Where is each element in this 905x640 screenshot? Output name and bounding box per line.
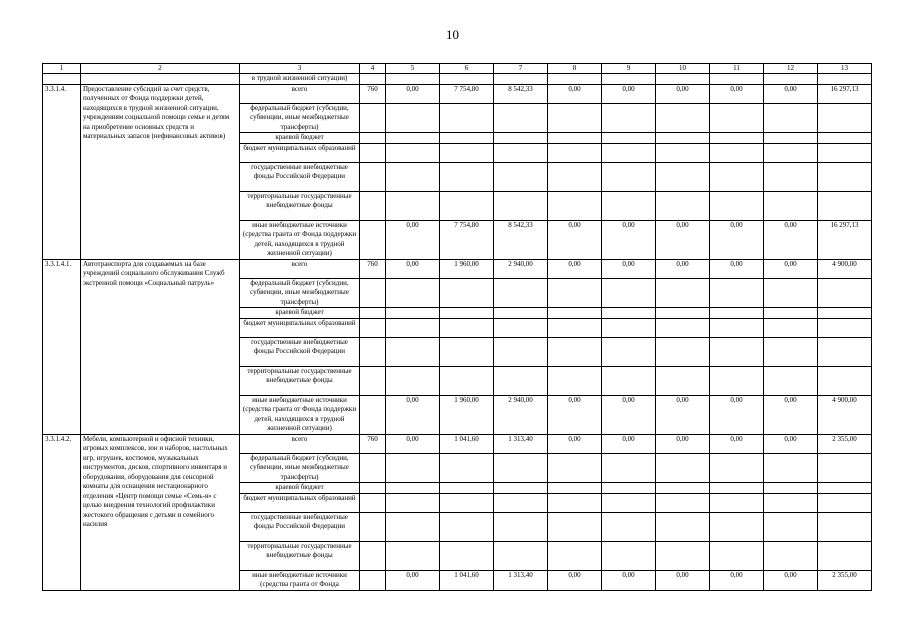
column-header: 7 — [494, 64, 548, 74]
funding-source-label: всего — [240, 84, 360, 103]
amount-cell: 0,00 — [386, 220, 440, 259]
amount-cell: 8 542,33 — [494, 84, 548, 103]
table-row — [43, 74, 872, 85]
amount-cell: 0,00 — [548, 395, 602, 434]
amount-cell — [764, 512, 818, 541]
amount-cell: 0,00 — [710, 570, 764, 590]
kbk-cell — [360, 337, 386, 366]
amount-cell — [548, 308, 602, 319]
amount-cell — [602, 103, 656, 133]
amount-cell — [440, 308, 494, 319]
amount-cell — [818, 74, 872, 85]
kbk-cell — [360, 162, 386, 191]
amount-cell — [494, 512, 548, 541]
amount-cell — [602, 512, 656, 541]
amount-cell — [440, 512, 494, 541]
amount-cell: 16 297,13 — [818, 220, 872, 259]
amount-cell — [386, 133, 440, 144]
kbk-cell — [360, 395, 386, 434]
amount-cell — [818, 512, 872, 541]
amount-cell: 0,00 — [548, 570, 602, 590]
amount-cell — [494, 366, 548, 395]
amount-cell — [656, 366, 710, 395]
kbk-cell — [360, 453, 386, 483]
amount-cell: 0,00 — [548, 259, 602, 278]
amount-cell — [818, 308, 872, 319]
amount-cell — [548, 143, 602, 162]
amount-cell — [602, 278, 656, 308]
amount-cell — [548, 453, 602, 483]
funding-source-label: иные внебюджетные источники (средства гранта от Фонда поддержки детей, находящихся в трудной жизненной ситуации) — [240, 220, 360, 259]
amount-cell: 0,00 — [710, 84, 764, 103]
source-cell: в трудной жизненной ситуации) — [240, 74, 360, 85]
amount-cell — [602, 366, 656, 395]
amount-cell: 0,00 — [764, 434, 818, 453]
amount-cell — [386, 278, 440, 308]
amount-cell — [818, 103, 872, 133]
amount-cell — [818, 191, 872, 220]
amount-cell: 1 960,00 — [440, 395, 494, 434]
amount-cell — [494, 278, 548, 308]
amount-cell: 0,00 — [602, 570, 656, 590]
table-row — [43, 259, 872, 278]
amount-cell — [710, 483, 764, 494]
amount-cell — [764, 337, 818, 366]
amount-cell — [494, 483, 548, 494]
amount-cell — [764, 278, 818, 308]
amount-cell: 0,00 — [602, 220, 656, 259]
column-header: 4 — [360, 64, 386, 74]
amount-cell — [710, 337, 764, 366]
amount-cell — [710, 318, 764, 337]
amount-cell — [818, 143, 872, 162]
amount-cell — [818, 278, 872, 308]
amount-cell: 0,00 — [548, 220, 602, 259]
table-row — [43, 434, 872, 453]
amount-cell — [548, 318, 602, 337]
amount-cell — [656, 541, 710, 570]
amount-cell — [494, 541, 548, 570]
amount-cell — [386, 318, 440, 337]
amount-cell — [440, 541, 494, 570]
amount-cell — [602, 541, 656, 570]
amount-cell — [818, 493, 872, 512]
amount-cell: 1 041,60 — [440, 434, 494, 453]
amount-cell: 1 960,00 — [440, 259, 494, 278]
column-header: 11 — [710, 64, 764, 74]
amount-cell — [494, 143, 548, 162]
kbk-cell — [360, 318, 386, 337]
amount-cell — [494, 337, 548, 366]
funding-source-label: государственные внебюджетные фонды Российской Федерации — [240, 512, 360, 541]
amount-cell — [548, 103, 602, 133]
amount-cell — [818, 318, 872, 337]
amount-cell — [386, 337, 440, 366]
amount-cell: 7 754,80 — [440, 220, 494, 259]
amount-cell — [548, 191, 602, 220]
amount-cell — [764, 103, 818, 133]
amount-cell — [440, 493, 494, 512]
kbk-cell — [360, 541, 386, 570]
kbk-cell: 760 — [360, 84, 386, 103]
amount-cell — [818, 483, 872, 494]
kbk-cell — [360, 278, 386, 308]
amount-cell: 0,00 — [386, 84, 440, 103]
amount-cell — [386, 512, 440, 541]
code-cell — [43, 74, 81, 85]
budget-table — [42, 63, 872, 591]
column-header: 1 — [43, 64, 81, 74]
column-header: 5 — [386, 64, 440, 74]
amount-cell — [656, 337, 710, 366]
amount-cell: 0,00 — [602, 434, 656, 453]
amount-cell — [386, 366, 440, 395]
amount-cell — [764, 493, 818, 512]
column-header: 2 — [81, 64, 240, 74]
column-header: 8 — [548, 64, 602, 74]
amount-cell — [494, 493, 548, 512]
amount-cell — [440, 74, 494, 85]
amount-cell — [818, 366, 872, 395]
funding-source-label: бюджет муниципальных образований — [240, 493, 360, 512]
amount-cell — [494, 133, 548, 144]
amount-cell — [710, 493, 764, 512]
amount-cell — [710, 366, 764, 395]
amount-cell — [656, 103, 710, 133]
amount-cell: 2 940,00 — [494, 259, 548, 278]
amount-cell — [764, 318, 818, 337]
program-code: 3.3.1.4.2. — [43, 434, 81, 590]
amount-cell: 0,00 — [602, 84, 656, 103]
name-cell — [81, 74, 240, 85]
amount-cell: 1 041,60 — [440, 570, 494, 590]
amount-cell: 0,00 — [656, 84, 710, 103]
amount-cell: 0,00 — [548, 84, 602, 103]
amount-cell — [386, 162, 440, 191]
amount-cell: 0,00 — [764, 570, 818, 590]
program-name: Мебели, компьютерной и офисной техники, игровых комплексов, зон и наборов, настольных игр, игрушек, костюмов, музыкальных инструментов, дисков, спортивного инвентаря и оборудования, оборудования для сенсорной комнаты для оснащения нестационарного отделения «Центр помощи семье «Семь-я» с целью внедрения технологий профилактики жестокого обращения с детьми и семейного насилия — [81, 434, 240, 590]
amount-cell: 0,00 — [656, 220, 710, 259]
amount-cell — [710, 541, 764, 570]
amount-cell: 0,00 — [602, 395, 656, 434]
amount-cell — [656, 493, 710, 512]
amount-cell — [818, 453, 872, 483]
kbk-cell — [360, 133, 386, 144]
amount-cell: 4 900,00 — [818, 395, 872, 434]
amount-cell — [656, 318, 710, 337]
amount-cell — [494, 103, 548, 133]
amount-cell: 0,00 — [764, 259, 818, 278]
funding-source-label: федеральный бюджет (субсидии, субвенции, иные межбюджетные трансферты) — [240, 453, 360, 483]
amount-cell — [440, 133, 494, 144]
kbk-cell — [360, 308, 386, 319]
amount-cell — [494, 74, 548, 85]
amount-cell — [548, 278, 602, 308]
amount-cell — [386, 453, 440, 483]
amount-cell — [710, 74, 764, 85]
funding-source-label: краевой бюджет — [240, 483, 360, 494]
amount-cell — [710, 162, 764, 191]
column-header: 9 — [602, 64, 656, 74]
amount-cell — [602, 133, 656, 144]
amount-cell — [548, 337, 602, 366]
amount-cell — [386, 493, 440, 512]
amount-cell: 0,00 — [656, 395, 710, 434]
column-header: 13 — [818, 64, 872, 74]
amount-cell — [710, 278, 764, 308]
funding-source-label: территориальные государственные внебюджетные фонды — [240, 541, 360, 570]
column-header: 6 — [440, 64, 494, 74]
amount-cell — [548, 541, 602, 570]
amount-cell: 0,00 — [656, 434, 710, 453]
amount-cell: 2 940,00 — [494, 395, 548, 434]
amount-cell — [656, 133, 710, 144]
amount-cell — [764, 191, 818, 220]
column-header-row — [43, 64, 872, 74]
amount-cell — [386, 103, 440, 133]
amount-cell: 16 297,13 — [818, 84, 872, 103]
amount-cell — [440, 143, 494, 162]
amount-cell — [710, 308, 764, 319]
amount-cell: 7 754,80 — [440, 84, 494, 103]
amount-cell — [386, 191, 440, 220]
amount-cell — [764, 162, 818, 191]
amount-cell: 0,00 — [386, 395, 440, 434]
kbk-cell — [360, 103, 386, 133]
funding-source-label: всего — [240, 259, 360, 278]
table-row — [43, 84, 872, 103]
amount-cell: 0,00 — [656, 570, 710, 590]
amount-cell: 2 355,00 — [818, 570, 872, 590]
amount-cell — [710, 143, 764, 162]
funding-source-label: краевой бюджет — [240, 308, 360, 319]
funding-source-label: иные внебюджетные источники (средства гранта от Фонда — [240, 570, 360, 590]
amount-cell — [386, 483, 440, 494]
kbk-cell — [360, 143, 386, 162]
kbk-cell — [360, 493, 386, 512]
amount-cell — [656, 162, 710, 191]
funding-source-label: государственные внебюджетные фонды Российской Федерации — [240, 337, 360, 366]
amount-cell: 0,00 — [710, 434, 764, 453]
amount-cell — [494, 191, 548, 220]
amount-cell — [818, 162, 872, 191]
amount-cell — [764, 133, 818, 144]
amount-cell — [818, 337, 872, 366]
page-number: 10 — [446, 27, 459, 42]
amount-cell — [710, 103, 764, 133]
amount-cell — [386, 74, 440, 85]
funding-source-label: всего — [240, 434, 360, 453]
amount-cell: 8 542,33 — [494, 220, 548, 259]
amount-cell — [710, 453, 764, 483]
amount-cell — [386, 541, 440, 570]
amount-cell — [656, 278, 710, 308]
program-name: Автотранспорта для создаваемых на базе учреждений социального обслуживания Служб экстренной помощи «Социальный патруль» — [81, 259, 240, 434]
amount-cell: 4 900,00 — [818, 259, 872, 278]
amount-cell — [548, 74, 602, 85]
amount-cell — [494, 162, 548, 191]
amount-cell — [386, 308, 440, 319]
funding-source-label: краевой бюджет — [240, 133, 360, 144]
amount-cell: 0,00 — [386, 434, 440, 453]
amount-cell — [764, 483, 818, 494]
amount-cell: 0,00 — [548, 434, 602, 453]
amount-cell — [386, 143, 440, 162]
amount-cell: 0,00 — [656, 259, 710, 278]
amount-cell — [602, 162, 656, 191]
amount-cell — [602, 483, 656, 494]
kbk-cell — [360, 74, 386, 85]
kbk-cell — [360, 366, 386, 395]
amount-cell: 1 313,40 — [494, 570, 548, 590]
program-name: Предоставление субсидий за счет средств, полученных от Фонда поддержки детей, находящихся в трудной жизненной ситуации, учреждениям социальной помощи семье и детям на приобретение основных средств и материальных запасов (нефинансовых активов) — [81, 84, 240, 259]
amount-cell — [602, 191, 656, 220]
amount-cell — [548, 162, 602, 191]
amount-cell — [764, 74, 818, 85]
amount-cell — [710, 512, 764, 541]
amount-cell — [440, 337, 494, 366]
amount-cell: 0,00 — [764, 84, 818, 103]
amount-cell — [548, 483, 602, 494]
amount-cell: 0,00 — [386, 259, 440, 278]
amount-cell: 0,00 — [386, 570, 440, 590]
amount-cell — [548, 133, 602, 144]
amount-cell — [656, 453, 710, 483]
amount-cell: 0,00 — [710, 395, 764, 434]
amount-cell — [764, 143, 818, 162]
amount-cell: 0,00 — [602, 259, 656, 278]
kbk-cell: 760 — [360, 259, 386, 278]
amount-cell — [494, 308, 548, 319]
funding-source-label: бюджет муниципальных образований — [240, 318, 360, 337]
funding-source-label: государственные внебюджетные фонды Российской Федерации — [240, 162, 360, 191]
amount-cell: 0,00 — [710, 220, 764, 259]
amount-cell: 1 313,40 — [494, 434, 548, 453]
funding-source-label: федеральный бюджет (субсидии, субвенции, иные межбюджетные трансферты) — [240, 278, 360, 308]
amount-cell — [710, 133, 764, 144]
amount-cell — [440, 453, 494, 483]
amount-cell — [764, 308, 818, 319]
amount-cell — [656, 191, 710, 220]
kbk-cell: 760 — [360, 434, 386, 453]
kbk-cell — [360, 570, 386, 590]
amount-cell — [548, 366, 602, 395]
amount-cell — [440, 318, 494, 337]
amount-cell — [602, 318, 656, 337]
amount-cell — [602, 308, 656, 319]
program-code: 3.3.1.4.1. — [43, 259, 81, 434]
amount-cell — [764, 366, 818, 395]
amount-cell — [710, 191, 764, 220]
amount-cell — [440, 103, 494, 133]
amount-cell — [602, 493, 656, 512]
amount-cell — [602, 74, 656, 85]
amount-cell — [494, 453, 548, 483]
kbk-cell — [360, 191, 386, 220]
amount-cell — [602, 453, 656, 483]
amount-cell — [494, 318, 548, 337]
amount-cell — [656, 483, 710, 494]
amount-cell — [548, 493, 602, 512]
amount-cell — [440, 483, 494, 494]
column-header: 12 — [764, 64, 818, 74]
amount-cell — [656, 308, 710, 319]
amount-cell — [440, 191, 494, 220]
funding-source-label: территориальные государственные внебюджетные фонды — [240, 191, 360, 220]
kbk-cell — [360, 512, 386, 541]
amount-cell — [548, 512, 602, 541]
amount-cell — [602, 337, 656, 366]
amount-cell — [818, 541, 872, 570]
program-code: 3.3.1.4. — [43, 84, 81, 259]
amount-cell — [818, 133, 872, 144]
amount-cell — [440, 366, 494, 395]
kbk-cell — [360, 220, 386, 259]
amount-cell: 2 355,00 — [818, 434, 872, 453]
kbk-cell — [360, 483, 386, 494]
amount-cell — [656, 512, 710, 541]
funding-source-label: бюджет муниципальных образований — [240, 143, 360, 162]
amount-cell — [440, 278, 494, 308]
column-header: 10 — [656, 64, 710, 74]
amount-cell — [440, 162, 494, 191]
amount-cell — [764, 541, 818, 570]
amount-cell — [764, 453, 818, 483]
amount-cell — [656, 74, 710, 85]
funding-source-label: федеральный бюджет (субсидии, субвенции, иные межбюджетные трансферты) — [240, 103, 360, 133]
column-header: 3 — [240, 64, 360, 74]
amount-cell — [656, 143, 710, 162]
funding-source-label: территориальные государственные внебюджетные фонды — [240, 366, 360, 395]
amount-cell: 0,00 — [764, 395, 818, 434]
funding-source-label: иные внебюджетные источники (средства гранта от Фонда поддержки детей, находящихся в трудной жизненной ситуации) — [240, 395, 360, 434]
amount-cell — [602, 143, 656, 162]
amount-cell: 0,00 — [710, 259, 764, 278]
amount-cell: 0,00 — [764, 220, 818, 259]
